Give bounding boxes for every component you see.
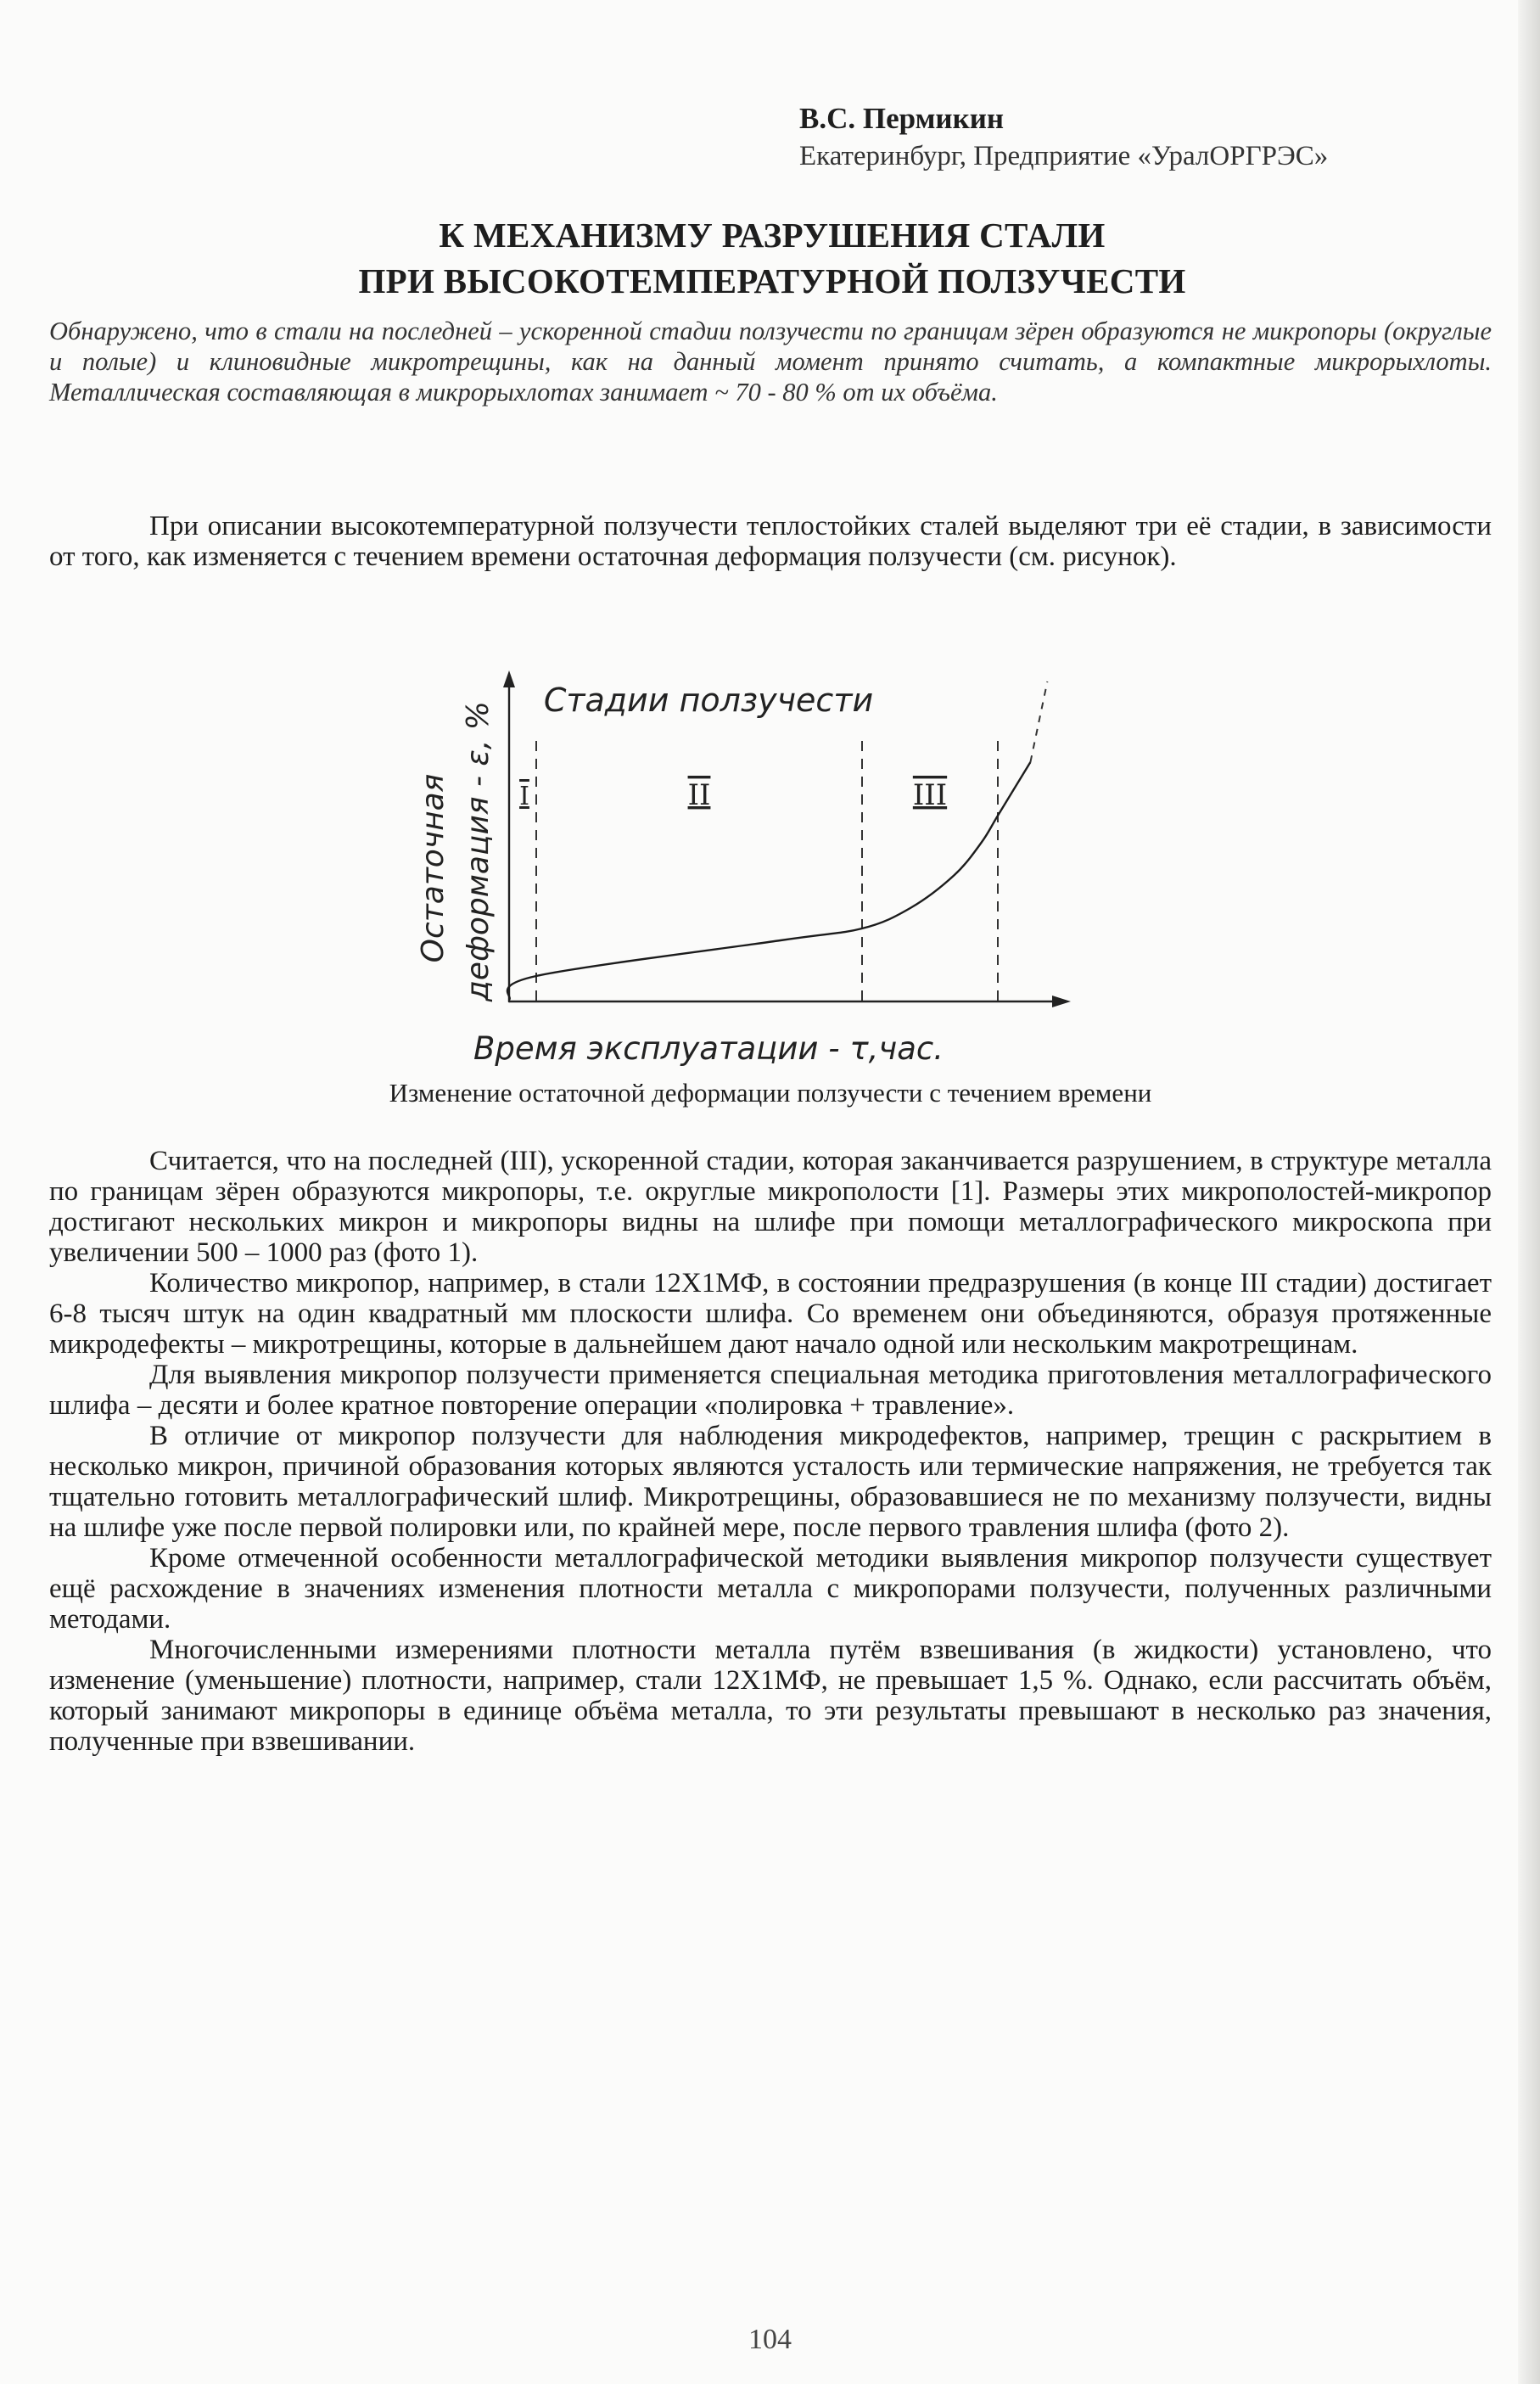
chart-title: Стадии ползучести [543, 682, 874, 719]
creep-curve [507, 762, 1030, 1000]
paper-title-line-2: ПРИ ВЫСОКОТЕМПЕРАТУРНОЙ ПОЛЗУЧЕСТИ [358, 261, 1186, 300]
creep-figure [373, 660, 1103, 1085]
paragraph-5: Кроме отмеченной особенности металлографической методики выявления микропор ползучести существует ещё расхождение в значениях изменения плотности металла с микропорами ползучести, полученных различными методами. [49, 1543, 1492, 1635]
y-axis-label-line-2: деформация - ε, % [461, 701, 496, 1001]
creep-chart [373, 660, 1103, 1085]
stage-label-2: II [687, 778, 711, 812]
y-axis-arrowhead [503, 670, 515, 687]
author-block [799, 100, 1328, 175]
stage-label-3: III [912, 778, 948, 812]
author-affiliation: Екатеринбург, Предприятие «УралОРГРЭС» [799, 141, 1329, 171]
intro-paragraph: При описании высокотемпературной ползучести теплостойких сталей выделяют три её стадии, в зависимости от того, как изменяется с течением времени остаточная деформация ползучести (см. рисунок). [49, 511, 1492, 572]
x-axis-label: Время эксплуатации - τ,час. [473, 1030, 944, 1067]
stage-labels [519, 778, 947, 812]
main-text [49, 1146, 1492, 1757]
page-number: 104 [748, 2324, 792, 2355]
abstract: Обнаружено, что в стали на последней – ускоренной стадии ползучести по границам зёрен образуются не микропоры (округлые и полые) и клиновидные микротрещины, как на данный момент принято считать, а компактные микрорыхлоты. Металлическая составляющая в микрорыхлотах занимает ~ 70 - 80 % от их объёма. [49, 317, 1492, 407]
paragraph-4: В отличие от микропор ползучести для наблюдения микродефектов, например, трещин с раскрытием в несколько микрон, причиной образования которых являются усталость или термические напряжения, не требуется так тщательно готовить металлографический шлиф. Микротрещины, образовавшиеся не по механизму ползучести, видны на шлифе уже после первой полировки или, по крайней мере, после первого травления шлифа (фото 2). [49, 1421, 1492, 1543]
paragraph-6: Многочисленными измерениями плотности металла путём взвешивания (в жидкости) установлено, что изменение (уменьшение) плотности, например, стали 12Х1МФ, не превышает 1,5 %. Однако, если рассчитать объём, который занимают микропоры в единице объёма металла, то эти результаты превышают в несколько раз значения, полученные при взвешивании. [49, 1635, 1492, 1757]
creep-curve-extension [1030, 682, 1047, 762]
intro-section [49, 511, 1492, 572]
author-name: В.С. Пермикин [799, 102, 1005, 135]
paper-title-line-1: К МЕХАНИЗМУ РАЗРУШЕНИЯ СТАЛИ [439, 216, 1106, 255]
paper-title [110, 212, 1434, 304]
paragraph-1: Считается, что на последней (III), ускоренной стадии, которая заканчивается разрушением, в структуре металла по границам зёрен образуются микропоры, т.е. округлые микрополости [1]. Размеры этих микрополостей-микропор достигают нескольких микрон и микропоры видны на шлифе при помощи металлографического микроскопа при увеличении 500 – 1000 раз (фото 1). [49, 1146, 1492, 1268]
page-edge-shadow [1518, 0, 1540, 2384]
paragraph-2: Количество микропор, например, в стали 12Х1МФ, в состоянии предразрушения (в конце III стадии) достигает 6-8 тысяч штук на один квадратный мм плоскости шлифа. Со временем они объединяются, образуя протяженные микродефекты – микротрещины, которые в дальнейшем дают начало одной или нескольким макротрещинам. [49, 1268, 1492, 1360]
paragraph-3: Для выявления микропор ползучести применяется специальная методика приготовления металлографического шлифа – десяти и более кратное повторение операции «полировка + травление». [49, 1360, 1492, 1421]
x-axis-arrowhead [1052, 996, 1071, 1007]
stage-label-1: I [519, 782, 529, 811]
y-axis-label-line-1: Остаточная [416, 773, 451, 963]
figure-caption: Изменение остаточной деформации ползучести с течением времени [389, 1078, 1152, 1108]
